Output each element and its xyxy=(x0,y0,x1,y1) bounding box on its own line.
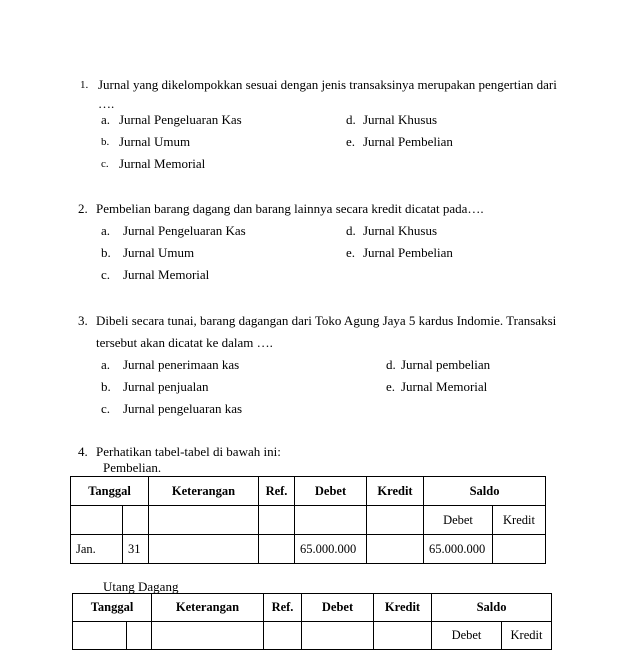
q3-option-d: Jurnal pembelian xyxy=(401,357,491,372)
q1-option-b: Jurnal Umum xyxy=(119,134,191,149)
ledger2-header-row xyxy=(73,594,552,622)
table-row xyxy=(71,535,546,564)
q2-option-e: Jurnal Pembelian xyxy=(363,245,453,260)
q1-option-e: Jurnal Pembelian xyxy=(363,134,453,149)
q3-option-b: Jurnal penjualan xyxy=(123,379,209,394)
q1-text: Jurnal yang dikelompokkan sesuai dengan jenis transaksinya merupakan pengertian dari xyxy=(98,77,557,92)
q2-option-letter: b. xyxy=(101,245,111,260)
ledger1-row-month: Jan. xyxy=(71,535,123,564)
q3-option-letter: d. xyxy=(386,357,396,372)
q2-option-letter: d. xyxy=(346,223,356,238)
q2-option-d: Jurnal Khusus xyxy=(363,223,438,238)
q2-option-a: Jurnal Pengeluaran Kas xyxy=(123,223,246,238)
q2-option-letter: c. xyxy=(101,267,111,282)
ledger1-header-debet: Debet xyxy=(295,477,367,506)
ledger2-saldo-debet-header: Debet xyxy=(432,622,502,650)
ledger1-caption: Pembelian. xyxy=(103,460,162,475)
q3-option-c: Jurnal pengeluaran kas xyxy=(123,401,243,416)
q3-option-letter: a. xyxy=(101,357,111,372)
q2-text: Pembelian barang dagang dan barang lainnya secara kredit dicatat pada…. xyxy=(96,201,484,216)
q3-text: Dibeli secara tunai, barang dagangan dari Toko Agung Jaya 5 kardus Indomie. Transaksi xyxy=(96,313,557,328)
q2-option-b: Jurnal Umum xyxy=(123,245,195,260)
ledger1-row-day: 31 xyxy=(123,535,149,564)
ledger2-header-ref: Ref. xyxy=(264,594,302,622)
ledger2-header-tanggal: Tanggal xyxy=(73,594,152,622)
q3-option-a: Jurnal penerimaan kas xyxy=(123,357,240,372)
ledger2-header-keterangan: Keterangan xyxy=(152,594,264,622)
q2-option-letter: e. xyxy=(346,245,356,260)
ledger1-header-kredit: Kredit xyxy=(367,477,424,506)
q3-option-letter: b. xyxy=(101,379,111,394)
ledger2-header-debet: Debet xyxy=(302,594,374,622)
q3-option-letter: e. xyxy=(386,379,396,394)
ledger1-saldo-debet-header: Debet xyxy=(424,506,493,535)
q1-option-letter: b. xyxy=(101,136,110,148)
ledger2-header-saldo: Saldo xyxy=(432,594,552,622)
ledger2-saldo-kredit-header: Kredit xyxy=(502,622,552,650)
ledger2-subheader-row xyxy=(73,622,552,650)
q2-option-c: Jurnal Memorial xyxy=(123,267,210,282)
q1-option-letter: e. xyxy=(346,134,356,149)
ledger1-subheader-row xyxy=(71,506,546,535)
q1-option-a: Jurnal Pengeluaran Kas xyxy=(119,112,242,127)
q1-option-letter: d. xyxy=(346,112,356,127)
q1-text-cont: …. xyxy=(98,96,115,111)
ledger2-caption: Utang Dagang xyxy=(103,579,179,594)
ledger1-row-saldo-debet: 65.000.000 xyxy=(424,535,493,564)
q1-option-c: Jurnal Memorial xyxy=(119,156,206,171)
q1-option-letter: c. xyxy=(101,158,109,170)
q1-number: 1. xyxy=(80,79,89,91)
q3-option-letter: c. xyxy=(101,401,111,416)
q2-number: 2. xyxy=(78,201,88,216)
ledger1-header-keterangan: Keterangan xyxy=(149,477,259,506)
ledger1-header-row xyxy=(71,477,546,506)
q4-text: Perhatikan tabel-tabel di bawah ini: xyxy=(96,444,281,459)
ledger2-table xyxy=(72,593,552,650)
ledger1-table xyxy=(70,476,546,564)
q4-number: 4. xyxy=(78,444,88,459)
q3-text-cont: tersebut akan dicatat ke dalam …. xyxy=(96,335,273,350)
ledger2-header-kredit: Kredit xyxy=(374,594,432,622)
ledger1-saldo-kredit-header: Kredit xyxy=(493,506,546,535)
q3-option-e: Jurnal Memorial xyxy=(401,379,488,394)
ledger1-row-debet: 65.000.000 xyxy=(295,535,367,564)
q3-number: 3. xyxy=(78,313,88,328)
ledger1-header-tanggal: Tanggal xyxy=(71,477,149,506)
ledger1-header-ref: Ref. xyxy=(259,477,295,506)
q2-option-letter: a. xyxy=(101,223,111,238)
ledger1-header-saldo: Saldo xyxy=(424,477,546,506)
q1-option-letter: a. xyxy=(101,112,111,127)
q1-option-d: Jurnal Khusus xyxy=(363,112,438,127)
